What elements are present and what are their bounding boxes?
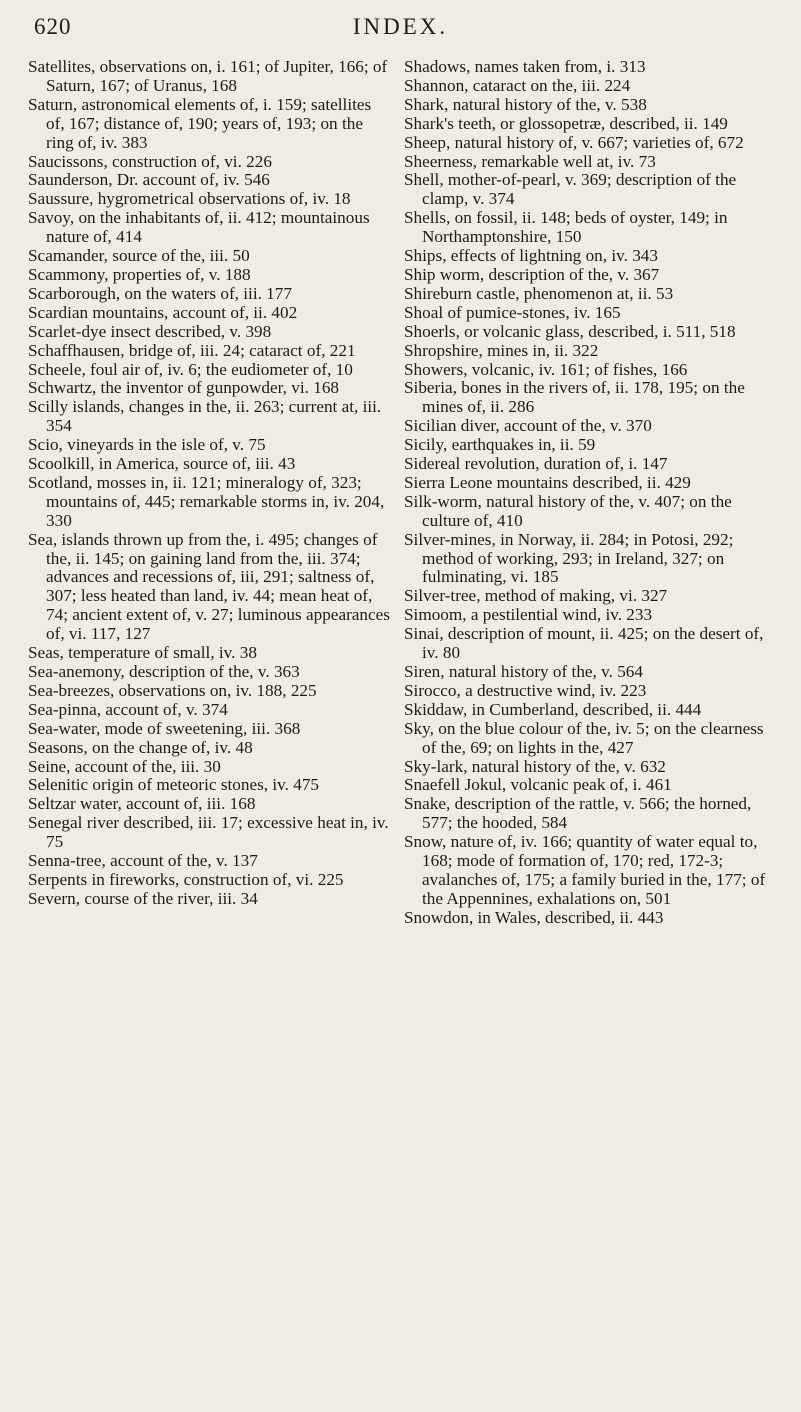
index-entry: Scheele, foul air of, iv. 6; the eudiometer of, 10 [28,359,353,379]
page-number: 620 [34,14,72,39]
index-entry: Seasons, on the change of, iv. 48 [28,737,253,757]
index-entry: Skiddaw, in Cumberland, described, ii. 444 [404,699,702,719]
index-entry: Sky-lark, natural history of the, v. 632 [404,756,666,776]
index-entry: Sea-pinna, account of, v. 374 [28,699,228,719]
index-entry: Shireburn castle, phenomenon at, ii. 53 [404,283,674,303]
index-entry: Siberia, bones in the rivers of, ii. 178, 195; on the mines of, ii. 286 [404,378,745,417]
index-entry: Saucissons, construction of, vi. 226 [28,151,272,171]
index-entry: Severn, course of the river, iii. 34 [28,888,258,908]
index-entry: Sidereal revolution, duration of, i. 147 [404,454,668,474]
index-entry: Simoom, a pestilential wind, iv. 233 [404,605,653,625]
index-entry: Scarborough, on the waters of, iii. 177 [28,283,292,303]
index-entry: Sierra Leone mountains described, ii. 429 [404,472,691,492]
index-entry: Shannon, cataract on the, iii. 224 [404,75,631,95]
index-entry: Ships, effects of lightning on, iv. 343 [404,246,658,266]
index-entry: Saussure, hygrometrical observations of, iv. 18 [28,189,351,209]
left-column [28,58,394,909]
index-entry: Snake, description of the rattle, v. 566; the horned, 577; the hooded, 584 [404,794,752,833]
index-entry: Silver-mines, in Norway, ii. 284; in Potosi, 292; method of working, 293; in Ireland, 327; on fulminating, vi. 185 [404,529,734,587]
index-entry: Shark's teeth, or glossopetræ, described, ii. 149 [404,113,728,133]
index-entry: Snow, nature of, iv. 166; quantity of water equal to, 168; mode of formation of, 170; red, 172-3; avalanches of, 175; a family buried in the, 177; of the Appennines, exhalations on, 501 [404,832,766,908]
index-entry: Shropshire, mines in, ii. 322 [404,340,599,360]
index-entry: Silk-worm, natural history of the, v. 407; on the culture of, 410 [404,491,732,530]
index-entry: Saunderson, Dr. account of, iv. 546 [28,170,270,190]
index-entry: Scio, vineyards in the isle of, v. 75 [28,435,266,455]
index-entry: Showers, volcanic, iv. 161; of fishes, 166 [404,359,688,379]
index-entry: Serpents in fireworks, construction of, vi. 225 [28,869,344,889]
index-entry: Saturn, astronomical elements of, i. 159; satellites of, 167; distance of, 190; years of, 193; on the ring of, iv. 383 [28,94,372,152]
index-entry: Sky, on the blue colour of the, iv. 5; on the clearness of the, 69; on lights in the, 427 [404,718,764,757]
index-entry: Scamander, source of the, iii. 50 [28,246,250,266]
index-entry: Silver-tree, method of making, vi. 327 [404,586,668,606]
index-entry: Senna-tree, account of the, v. 137 [28,851,258,871]
index-entry: Sea-water, mode of sweetening, iii. 368 [28,718,301,738]
index-entry: Snaefell Jokul, volcanic peak of, i. 461 [404,775,672,795]
index-entry: Shark, natural history of the, v. 538 [404,94,647,114]
index-entry: Scardian mountains, account of, ii. 402 [28,302,298,322]
right-column [404,58,770,928]
index-entry: Sea, islands thrown up from the, i. 495; changes of the, ii. 145; on gaining land from the, iii. 374; advances and recessions of, iii, 291; saltness of, 307; less heated than land, iv. 44; mean heat of, 74; ancient extent of, v. 27; luminous appearances of, vi. 117, 127 [28,529,390,644]
index-entry: Satellites, observations on, i. 161; of Jupiter, 166; of Saturn, 167; of Uranus, 168 [28,57,388,95]
index-entry: Scammony, properties of, v. 188 [28,264,251,284]
index-entry: Schaffhausen, bridge of, iii. 24; cataract of, 221 [28,340,356,360]
index-entry: Scilly islands, changes in the, ii. 263; current at, iii. 354 [28,397,382,436]
index-entry: Ship worm, description of the, v. 367 [404,264,660,284]
index-entry: Shells, on fossil, ii. 148; beds of oyster, 149; in Northamptonshire, 150 [404,208,728,247]
index-entry: Sicilian diver, account of the, v. 370 [404,416,652,436]
index-entry: Sheerness, remarkable well at, iv. 73 [404,151,656,171]
index-entry: Sheep, natural history of, v. 667; varieties of, 672 [404,132,744,152]
index-entry: Shoerls, or volcanic glass, described, i. 511, 518 [404,321,736,341]
index-entry: Sinai, description of mount, ii. 425; on the desert of, iv. 80 [404,624,764,663]
index-entry: Savoy, on the inhabitants of, ii. 412; mountainous nature of, 414 [28,208,370,247]
index-entry: Sea-breezes, observations on, iv. 188, 225 [28,680,317,700]
index-entry: Seas, temperature of small, iv. 38 [28,643,257,663]
index-entry: Sirocco, a destructive wind, iv. 223 [404,680,647,700]
index-entry: Siren, natural history of the, v. 564 [404,662,643,681]
index-entry: Scarlet-dye insect described, v. 398 [28,321,272,341]
index-entry: Senegal river described, iii. 17; excessive heat in, iv. 75 [28,813,389,852]
index-entry: Scoolkill, in America, source of, iii. 43 [28,454,296,474]
index-entry: Schwartz, the inventor of gunpowder, vi. 168 [28,378,340,398]
index-entry: Shadows, names taken from, i. 313 [404,57,646,76]
index-entry: Sicily, earthquakes in, ii. 59 [404,435,596,455]
index-entry: Seltzar water, account of, iii. 168 [28,794,256,814]
running-title: INDEX. [352,14,449,39]
index-entry: Snowdon, in Wales, described, ii. 443 [404,907,664,927]
index-entry: Scotland, mosses in, ii. 121; mineralogy of, 323; mountains of, 445; remarkable storms in, iv. 204, 330 [28,472,385,530]
index-entry: Selenitic origin of meteoric stones, iv. 475 [28,775,320,795]
index-entry: Shoal of pumice-stones, iv. 165 [404,302,621,322]
index-entry: Sea-anemony, description of the, v. 363 [28,662,300,681]
index-entry: Shell, mother-of-pearl, v. 369; description of the clamp, v. 374 [404,170,737,209]
index-entry: Seine, account of the, iii. 30 [28,756,221,776]
